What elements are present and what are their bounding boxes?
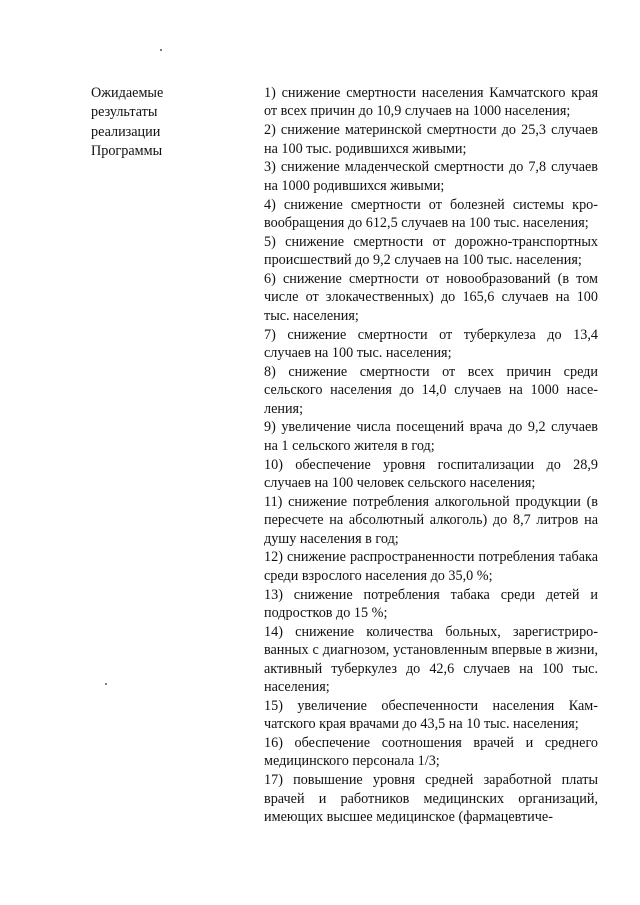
list-item: 7) снижение смертности от туберкулеза до 13,4 случаев на 100 тыс. населения; xyxy=(264,326,598,362)
list-item: 6) снижение смертности от новообразований (в том числе от злокачественных) до 165,6 случаев на 100 тыс. населения; xyxy=(264,271,598,324)
list-item: 17) повышение уровня средней заработной платы врачей и работников медицинских организаций, имеющих высшее медицинское (фармацевтиче- xyxy=(264,772,598,826)
list-item: 3) снижение младенческой смертности до 7,8 случаев на 1000 родившихся живыми; xyxy=(264,159,598,194)
list-item: 5) снижение смертности от дорожно-транспортных происшествий до 9,2 случаев на 100 тыс. населения; xyxy=(264,233,598,269)
label-line: Программы xyxy=(91,143,163,160)
list-item: 4) снижение смертности от болезней системы кровообращения до 612,5 случаев на 100 тыс. населения; xyxy=(264,196,598,232)
section-label xyxy=(91,84,211,162)
scan-speck xyxy=(105,683,107,685)
label-line: Ожидаемые xyxy=(91,85,164,101)
list-item: 15) увеличение обеспеченности населения Камчатского края врачами до 43,5 на 10 тыс. населения; xyxy=(264,697,598,733)
list-item: 11) снижение потребления алкогольной продукции (в пересчете на абсолютный алкоголь) до 8,7 литров на душу населения в год; xyxy=(264,493,598,547)
list-item: 14) снижение количества больных, зарегистрированных с диагнозом, установленным впервые в жизни, активный туберкулез до 42,6 случаев на 100 тыс. населения; xyxy=(264,623,598,696)
list-item: 10) обеспечение уровня госпитализации до 28,9 случаев на 100 человек сельского населения; xyxy=(264,456,598,492)
list-item: 13) снижение потребления табака среди детей и подростков до 15 %; xyxy=(264,586,598,622)
list-item: 8) снижение смертности от всех причин среди сельского населения до 14,0 случаев на 1000 населения; xyxy=(264,363,598,417)
label-line: реализации xyxy=(91,123,161,140)
results-list xyxy=(264,84,598,827)
list-item: 1) снижение смертности населения Камчатского края от всех причин до 10,9 случаев на 1000 населения; xyxy=(264,85,598,120)
label-line: результаты xyxy=(91,104,158,121)
list-item: 2) снижение материнской смертности до 25,3 случаев на 100 тыс. родившихся живыми; xyxy=(264,122,598,157)
list-item: 9) увеличение числа посещений врача до 9,2 случаев на 1 сельского жителя в год; xyxy=(264,419,598,454)
list-item: 12) снижение распространенности потребления табака среди взрослого населения до 35,0 %; xyxy=(264,549,598,584)
scan-speck xyxy=(160,49,162,51)
list-item: 16) обеспечение соотношения врачей и среднего медицинского персонала 1/3; xyxy=(264,735,598,770)
